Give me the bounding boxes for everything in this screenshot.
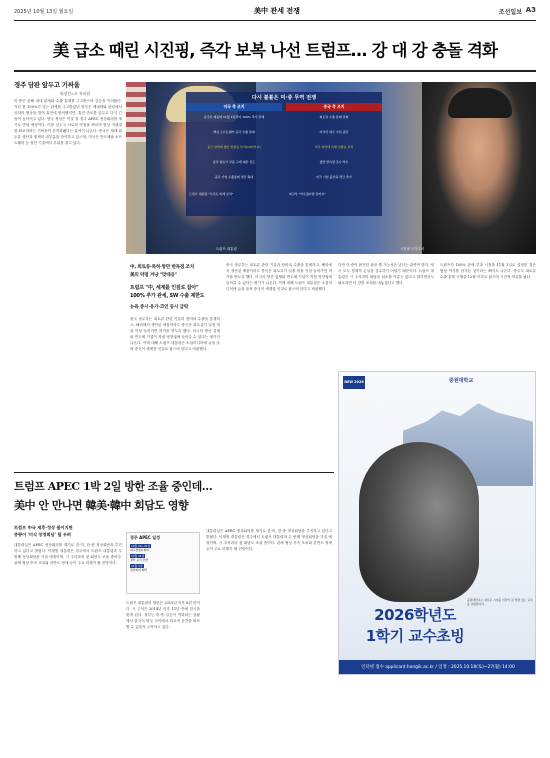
sidebar-text: 미·중은 올해 내내 관세와 수출 통제를 주고받으며 갈등을 이어왔다. 지난 봄 100%가 넘는 관세를 주고받았던 양국은 제네바와 런던에서 잇따라 협상을 벌여 휴전에 합의했지만, 휴전 만료를 앞두고 다시 긴장이 높아지고 있다. 양국 정상은 이달 말 경주 APEC 정상회의를 계기로 만날 예정이다. 이를 앞두고 서로의 약점을 찌르며 협상 지렛대를 확보하려는 기싸움이 본격화됐다는 분석이 나온다. 중국은 세계 희토류 생산과 정제의 대부분을 장악하고 있으며, 미국은 반도체와 소프트웨어 등 첨단 기술에서 우위를 쥐고 있다. <box>14 99 122 145</box>
table-row <box>186 159 382 167</box>
us-measure: 중국 기업 수출통제 명단 확대 <box>214 175 254 179</box>
body-column-2 <box>130 316 220 470</box>
schedule-event: 정상회의 폐막 <box>130 568 148 572</box>
apec-body-3 <box>206 528 332 748</box>
photo-caption-right: 시진핑 국가주석 <box>400 247 425 251</box>
apec-text-2: 트럼프 대통령의 방한은 2019년 이후 6년 만이다. 시 주석은 2014년 이후 11년 만에 한국을 찾게 된다. 정부는 미·중 갈등이 격화되는 상황에서 한국이 양국 사이에서 외교적 공간을 확보할 수 있을지 주목하고 있다. <box>126 601 200 629</box>
newspaper-name: 조선일보 <box>498 9 522 16</box>
subhead-line: 뉴욕 증시·유가·코인 동시 급락 <box>130 305 189 310</box>
us-measure: 중국 선박에 항만 입항료 부과(14일부터) <box>207 145 261 149</box>
us-measures-header: 미국 측 조치 <box>186 103 282 111</box>
apec-headline-2: 美中 안 만나면 韓美·韓中 회담도 영향 <box>14 499 189 512</box>
ad-footer[interactable]: 인터넷 접수 applicant.hongik.ac.kr / 일정 : 2025.10.18(토)~27(월) 14:00 <box>339 660 536 675</box>
china-note: 외교부 "싸우겠다면 끝까지" <box>289 192 326 196</box>
article-subheads <box>130 264 220 312</box>
table-row <box>186 114 382 122</box>
table-row <box>186 174 382 182</box>
main-headline: 美 급소 때린 시진핑, 즉각 보복 나선 트럼프… 강 대 강 충돌 격화 <box>52 41 498 60</box>
apec-headline-1: 트럼프 APEC 1박 2일 방한 조율 중인데… <box>14 480 213 493</box>
subhead-line: 트럼프 "中, 세계를 인질로 잡아" <box>130 285 199 291</box>
schedule-item <box>127 563 199 573</box>
schedule-item <box>127 543 199 553</box>
apec-subhead-line: 중량이 '미식 장정회담' 될 우려 <box>14 532 71 537</box>
schedule-event: 최고경영자회의 <box>130 548 149 552</box>
schedule-date: 10월 29~31일 <box>131 544 151 548</box>
body-text-3a: 중국 상무부는 희토류 관련 기술과 장비의 수출을 통제하고, 해외에서 생산된 제품이라도 중국산 희토류가 일정 비율 이상 들어가면 허가를 받도록 했다. 미국의 방산 업체와 반도체 기업이 직접 영향권에 들어갈 수 있다는 평가가 나온다. 이에 대해 트럼프 대통령은 소셜미디어에 글을 올려 중국이 세계를 인질로 잡으려 한다고 비판했다. <box>226 263 332 291</box>
ad-university-name: 중원대학교 <box>449 378 474 384</box>
body-column-3 <box>338 262 434 362</box>
apec-rule <box>14 472 334 473</box>
schedule-event: 정상 공식 만찬 <box>130 558 148 562</box>
ad-year-title: 2026학년도 <box>374 606 456 624</box>
table-title: 다시 불붙은 미·중 무역 전쟁 <box>251 95 317 101</box>
china-measure: 퀄컴 반독점 조사 착수 <box>319 160 349 164</box>
sidebar-byline: 워싱턴=오 특파원 <box>60 91 91 96</box>
apec-subhead-line: 트럼프 中국 제후·정상 불이지면 <box>14 525 73 530</box>
trade-war-table <box>186 92 382 216</box>
subhead-line: 中, 희토류·특허·항만 반독점 조치 <box>130 265 195 270</box>
us-measure: 중국 항공기 부품 구매 제한 검토 <box>212 160 256 164</box>
ad-badge: NEW 2026 <box>343 376 365 389</box>
schedule-date: 11월 1일 <box>131 564 143 568</box>
china-measure: 미국 선박에 특별 입항료 부과 <box>314 145 354 149</box>
subhead-line: 美의 약점 겨냥 "맞대응" <box>130 273 177 278</box>
apec-schedule-box <box>126 532 200 594</box>
section-title: 美中 관세 전쟁 <box>254 7 300 15</box>
apec-text-1: 대통령실은 APEC 정상회의를 계기로 한·미, 한·중 정상회담을 추진하고 있다고 밝혔다. 이재명 대통령은 경주에서 트럼프 대통령과 두 번째 정상회담을 가질 예정이며, 시 주석과의 첫 회담도 조율 중이다. 관세 협상 후속 조치와 한반도 정세 등이 주요 의제가 될 전망이다. <box>14 543 122 565</box>
us-measure: 중국산 제품에 11월 1일부터 100% 추가 관세 <box>203 115 265 119</box>
apec-body-1 <box>14 542 122 748</box>
university-ad[interactable] <box>338 371 536 675</box>
us-note: 트럼프 대통령 "우리도 비례 조치" <box>189 192 234 196</box>
body-column-3a <box>226 262 332 470</box>
issue-date: 2025년 10월 13일 월요일 <box>14 9 74 15</box>
ad-recruit-title: 1학기 교수초빙 <box>365 627 465 645</box>
xi-hair <box>448 88 512 118</box>
silhouette-illustration <box>359 442 479 602</box>
table-row <box>186 129 382 137</box>
header-rule <box>14 20 536 21</box>
page-header <box>14 6 536 18</box>
ad-description: 중원대학교는 새로운 시대를 이끌어 갈 역량 있는 교수를 초빙합니다. <box>467 598 533 606</box>
body-text-4: 트럼프가 100% 관세 부과 시점을 11월 1일로 설정한 것은 협상 여지를 남겨둔 것이라는 해석도 나온다. 중국도 희토류 수출 통제 시행을 12월 이후로 잡으며 시간적 여유를 뒀다. <box>440 263 536 279</box>
subhead-line: 100% 추가 관세, SW 수출 제한도 <box>130 293 205 299</box>
body-text-3: 다만 미·중이 완전한 판을 깰 가능성은 낮다는 관측이 많다. 양국 모두 경제적 손실을 감수하기 어렵기 때문이다. 트럼프 대통령은 시 주석과의 회담을 취소할 이유는 없다고 밝히면서도 필요하면 더 강한 조치를 내놓겠다고 했다. <box>338 263 434 285</box>
body-text-2: 중국 상무부는 희토류 관련 기술과 장비의 수출을 통제하고, 해외에서 생산된 제품이라도 중국산 희토류가 일정 비율 이상 들어가면 허가를 받도록 했다. 미국의 방산 업체와 반도체 기업이 직접 영향권에 들어갈 수 있다는 평가가 나온다. 이에 대해 트럼프 대통령은 소셜미디어에 글을 올려 중국이 세계를 인질로 잡으려 한다고 비판했다. <box>130 317 220 351</box>
apec-subhead <box>14 524 122 538</box>
schedule-title: 경주 APEC 일정 <box>130 535 160 540</box>
apec-body-2 <box>126 600 200 748</box>
sidebar-body <box>14 98 122 470</box>
us-measure: 핵심 소프트웨어 중국 수출 통제 <box>213 130 255 134</box>
body-column-4 <box>440 262 536 362</box>
apec-text-3: 대통령실은 APEC 정상회의를 계기로 한·미, 한·중 정상회담을 추진하고 있다고 밝혔다. 이재명 대통령은 경주에서 트럼프 대통령과 두 번째 정상회담을 가질 예정이며, 시 주석과의 첫 회담도 조율 중이다. 관세 협상 후속 조치와 한반도 정세 등이 주요 의제가 될 전망이다. <box>206 529 332 551</box>
schedule-item <box>127 553 199 563</box>
china-measure: 미국산 대두 수입 중단 <box>319 130 349 134</box>
headline-rule <box>14 70 536 72</box>
china-measure: 희토류 수출 통제 강화 <box>319 115 349 119</box>
page-number: A3 <box>525 6 536 14</box>
sidebar-title: 경주 담판 앞두고 기싸움 <box>14 81 80 89</box>
china-measures-header: 중국 측 조치 <box>286 103 382 111</box>
photo-caption-left: 트럼프 대통령 <box>216 247 237 251</box>
table-row <box>186 144 382 152</box>
china-measure: 미국 기업 불신뢰 명단 추가 <box>316 175 352 179</box>
schedule-date: 10월 31일 <box>131 554 145 558</box>
